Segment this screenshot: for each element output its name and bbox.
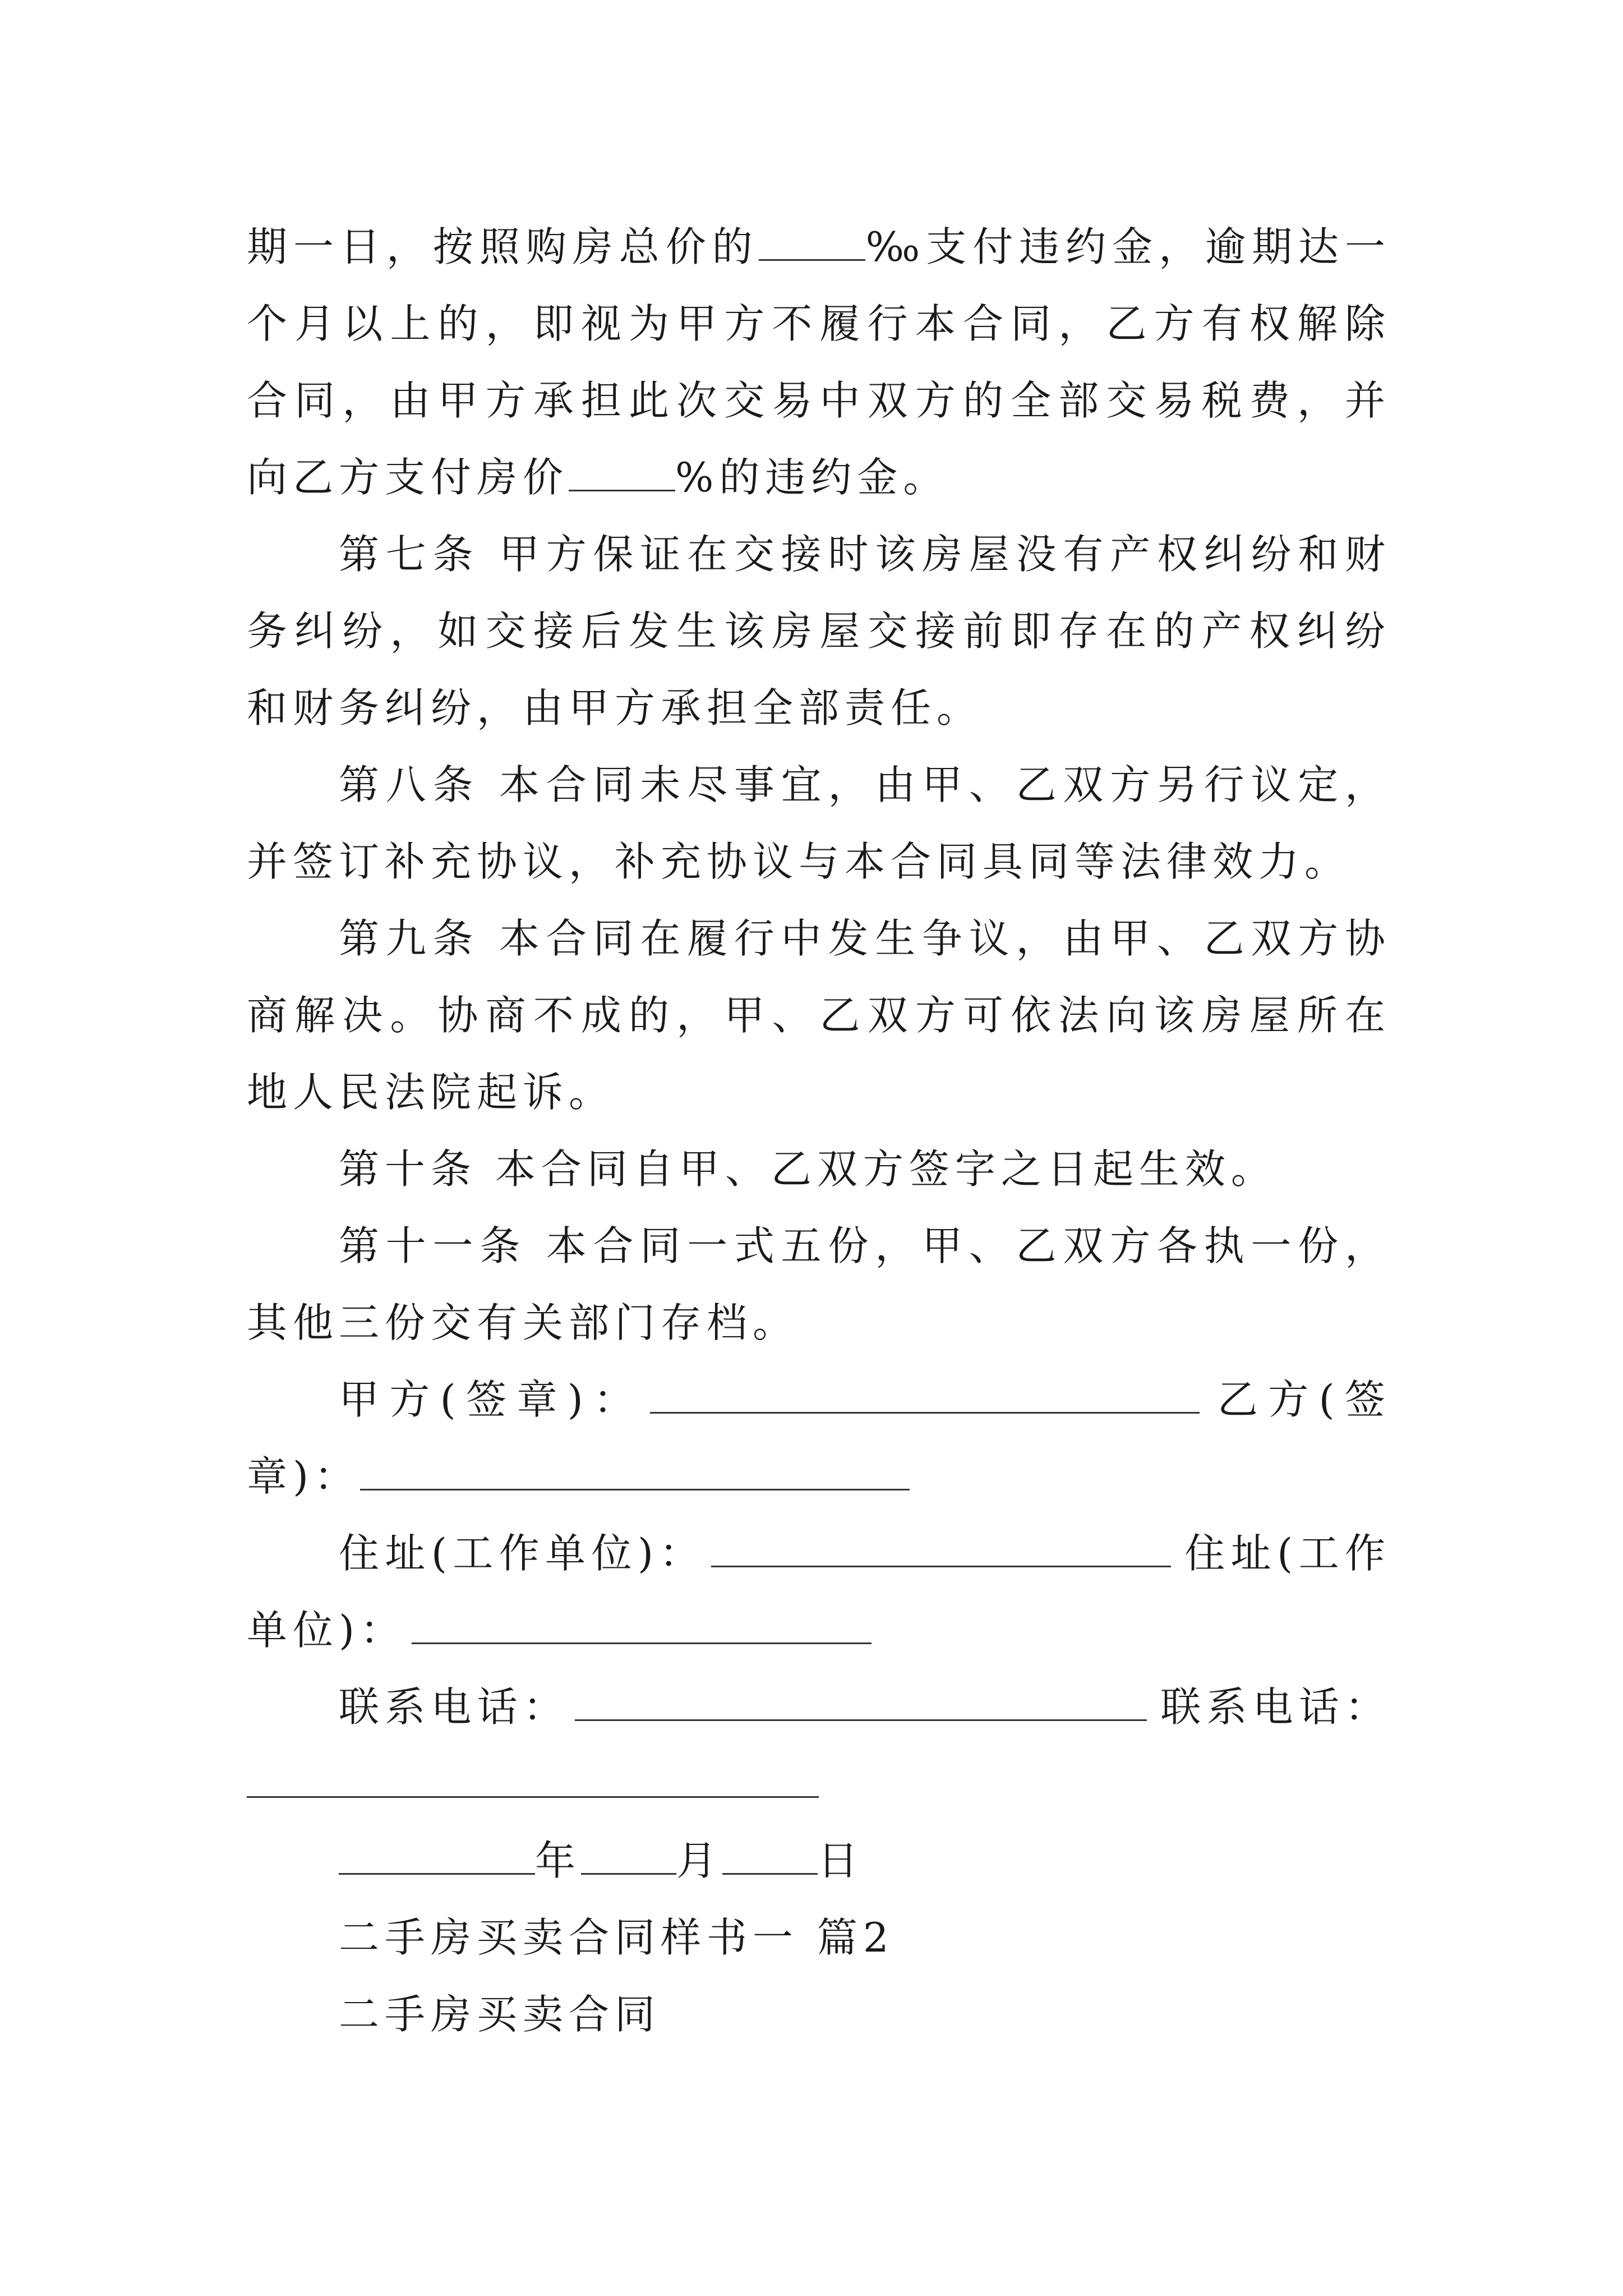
party-a-address-label: 住址(工作单位)： — [339, 1530, 706, 1577]
penalty-percent-blank[interactable] — [569, 456, 675, 491]
party-b-address-blank[interactable] — [412, 1609, 872, 1644]
party-a-signature-label: 甲方(签章)： — [339, 1376, 644, 1423]
article-11: 第十一条 本合同一式五份，甲、乙双方各执一份，其他三份交有关部门存档。 — [247, 1222, 1391, 1346]
party-a-address-blank[interactable] — [711, 1532, 1171, 1567]
party-b-signature-blank[interactable] — [360, 1455, 910, 1490]
party-a-phone-blank[interactable] — [575, 1686, 1147, 1721]
month-label: 月 — [676, 1837, 723, 1884]
penalty-permille-blank[interactable] — [759, 226, 865, 261]
article-7: 第七条 甲方保证在交接时该房屋没有产权纠纷和财务纠纷，如交接后发生该房屋交接前即存在的产权纠纷和财务纠纷，由甲方承担全部责任。 — [247, 531, 1391, 731]
penalty-text-end: %的违约金。 — [675, 454, 949, 501]
penalty-paragraph — [247, 209, 1391, 516]
penalty-text-middle: ‰支付违约金，逾期达一个月以上的，即视为甲方不履行本合同，乙方有权解除合同，由甲方承担此次交易中双方的全部交易税费，并向乙方支付房价 — [247, 223, 1391, 501]
phone-line — [247, 1669, 1391, 1823]
party-b-phone-label: 联系电话： — [1160, 1683, 1391, 1731]
month-blank[interactable] — [581, 1839, 676, 1875]
day-blank[interactable] — [722, 1839, 818, 1875]
signature-line — [247, 1361, 1391, 1515]
party-a-signature-blank[interactable] — [650, 1378, 1200, 1414]
year-blank[interactable] — [339, 1839, 535, 1875]
document-page — [247, 209, 1391, 2053]
section-heading: 二手房买卖合同样书一 篇2 — [339, 1914, 895, 1961]
article-9: 第九条 本合同在履行中发生争议，由甲、乙双方协商解决。协商不成的，甲、乙双方可依法向该房屋所在地人民法院起诉。 — [247, 915, 1391, 1116]
party-a-phone-label: 联系电话： — [339, 1683, 569, 1731]
day-label: 日 — [818, 1837, 864, 1884]
party-b-address-label: 住址(工作单位)： — [247, 1530, 1391, 1654]
contract-title: 二手房买卖合同 — [339, 1991, 661, 2038]
penalty-text-start: 期一日，按照购房总价的 — [247, 223, 759, 270]
date-line — [247, 1823, 1391, 1899]
address-line — [247, 1515, 1391, 1669]
party-b-phone-blank[interactable] — [247, 1763, 819, 1798]
party-b-signature-label: 乙方(签章)： — [247, 1376, 1391, 1500]
article-8: 第八条 本合同未尽事宜，由甲、乙双方另行议定，并签订补充协议，补充协议与本合同具同等法律效力。 — [247, 761, 1391, 885]
year-label: 年 — [535, 1837, 582, 1884]
article-10: 第十条 本合同自甲、乙双方签字之日起生效。 — [339, 1145, 1277, 1193]
